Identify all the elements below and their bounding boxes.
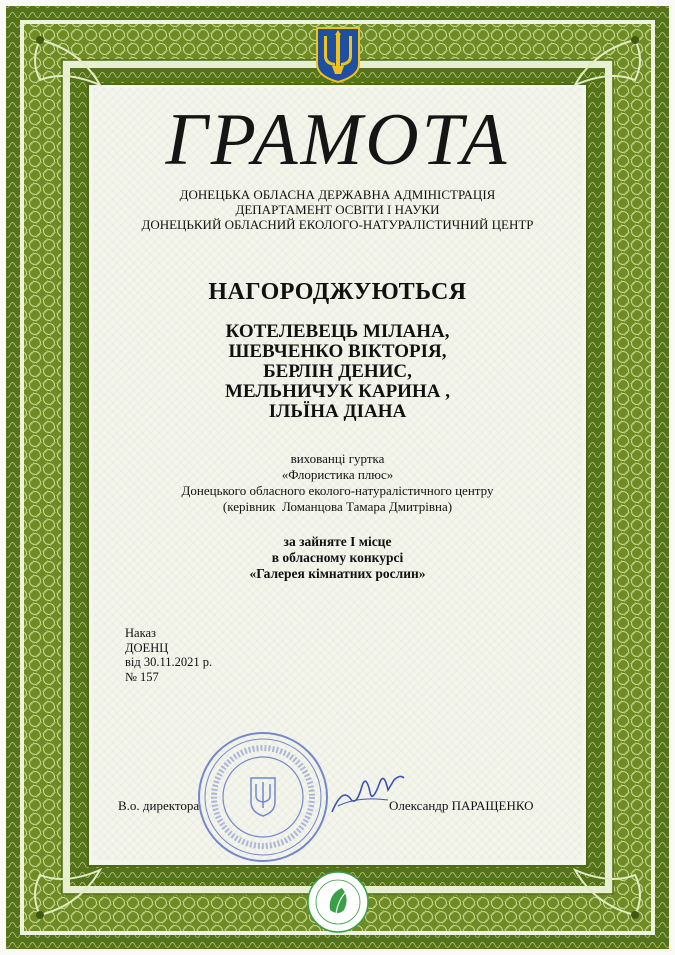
recipient-name: ШЕВЧЕНКО ВІКТОРІЯ,: [228, 341, 447, 362]
trident-icon: [315, 26, 361, 84]
org-line-eco-center: ДОНЕЦЬКИЙ ОБЛАСНИЙ ЕКОЛОГО-НАТУРАЛІСТИЧНИЙ ЦЕНТР: [141, 217, 534, 232]
org-line-oblast-administration: ДОНЕЦЬКА ОБЛАСНА ДЕРЖАВНА АДМІНІСТРАЦІЯ: [179, 187, 496, 202]
official-stamp: [196, 730, 330, 864]
certificate-title: ГРАМОТА: [165, 99, 510, 181]
eco-center-logo: [306, 870, 370, 934]
description-line: вихованці гуртка: [290, 451, 385, 466]
order-line: № 157: [125, 669, 159, 684]
reason-line: «Галерея кімнатних рослин»: [249, 566, 426, 581]
award-reason: [0, 534, 675, 582]
award-heading: НАГОРОДЖУЮТЬСЯ: [208, 279, 467, 305]
recipient-description: [0, 451, 675, 515]
description-line: (керівник Ломанцова Тамара Дмитрівна): [222, 499, 453, 514]
order-reference: [125, 626, 212, 684]
recipient-name: ІЛЬЇНА ДІАНА: [268, 401, 407, 422]
description-line: Донецького обласного еколого-натуралістичного центру: [181, 483, 494, 498]
recipient-name: БЕРЛІН ДЕНИС,: [263, 361, 412, 382]
recipient-name: КОТЕЛЕВЕЦЬ МІЛАНА,: [225, 321, 450, 342]
reason-line: за зайняте І місце: [283, 534, 392, 549]
recipient-list: [0, 322, 675, 422]
signatory-role: В.о. директора: [118, 798, 200, 813]
description-line: «Флористика плюс»: [281, 467, 394, 482]
signatory-name: Олександр ПАРАЩЕНКО: [389, 798, 534, 813]
org-line-education-department: ДЕПАРТАМЕНТ ОСВІТИ І НАУКИ: [235, 202, 440, 217]
order-line: ДОЕНЦ: [125, 640, 169, 655]
order-line: Наказ: [125, 626, 156, 640]
order-line: від 30.11.2021 р.: [125, 655, 213, 669]
reason-line: в обласному конкурсі: [271, 550, 404, 565]
recipient-name: МЕЛЬНИЧУК КАРИНА ,: [225, 381, 450, 402]
